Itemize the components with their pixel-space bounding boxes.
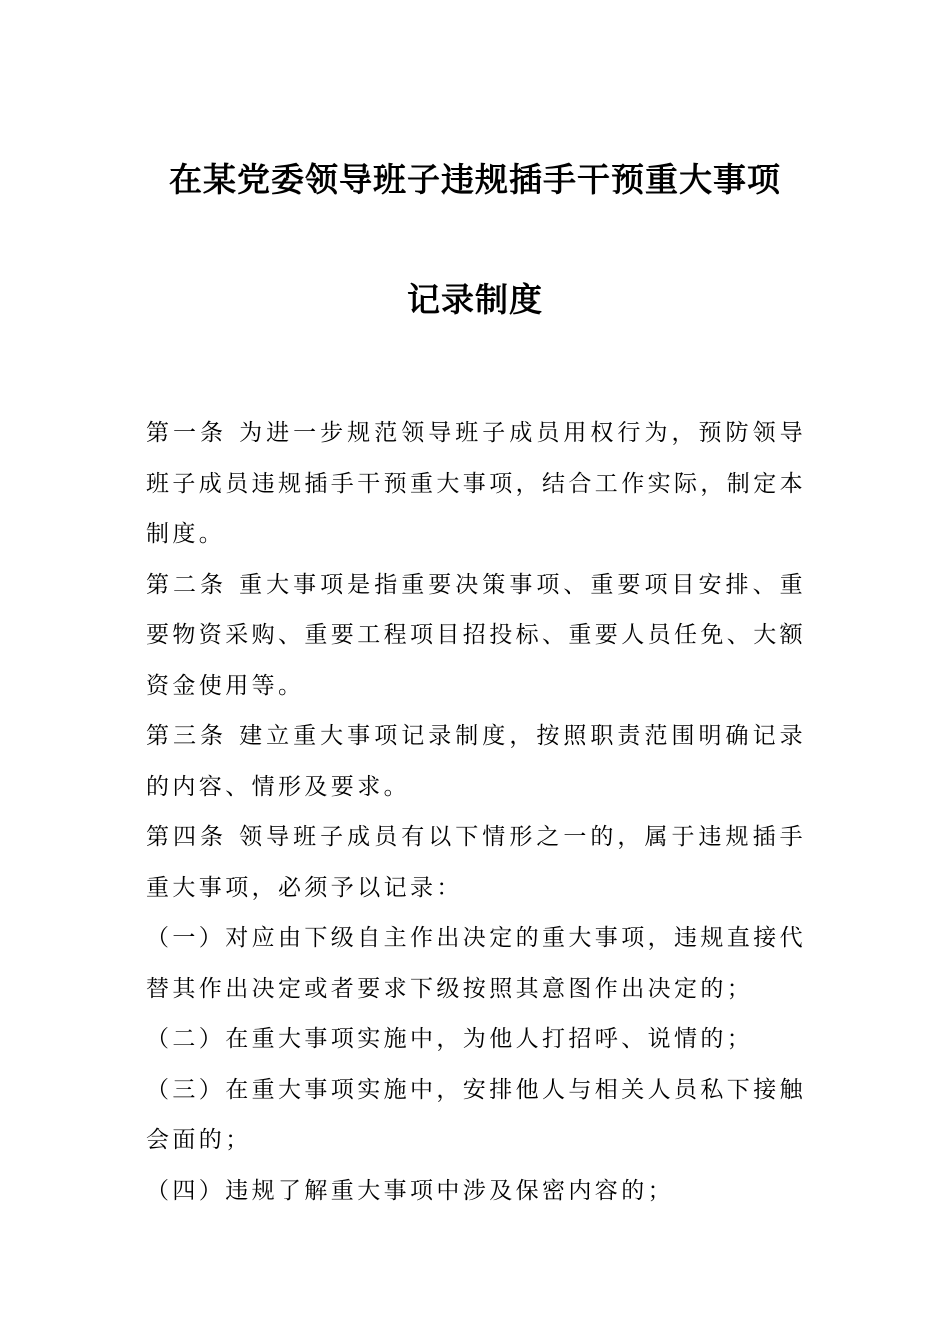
list-item-4: （四）违规了解重大事项中涉及保密内容的； bbox=[146, 1177, 674, 1204]
article-3 bbox=[146, 711, 806, 812]
article-label: 第二条 bbox=[146, 571, 228, 598]
article-4 bbox=[146, 812, 806, 913]
article-text: 重大事项是指重要决策事项、重要项目安排、重要物资采购、重要工程项目招投标、重要人员任免、大额资金使用等。 bbox=[146, 571, 806, 699]
article-2 bbox=[146, 560, 806, 712]
document-title-line-1: 在某党委领导班子违规插手干预重大事项 bbox=[169, 160, 781, 199]
article-label: 第三条 bbox=[146, 723, 228, 749]
article-1 bbox=[146, 408, 806, 560]
list-item-3: （三）在重大事项实施中，安排他人与相关人员私下接触会面的； bbox=[146, 1076, 806, 1153]
article-text: 建立重大事项记录制度，按照职责范围明确记录的内容、情形及要求。 bbox=[146, 723, 806, 800]
document-title-line-2: 记录制度 bbox=[407, 280, 543, 319]
article-label: 第一条 bbox=[146, 420, 228, 446]
article-text: 为进一步规范领导班子成员用权行为，预防领导班子成员违规插手干预重大事项，结合工作实际，制定本制度。 bbox=[146, 420, 806, 547]
document-body bbox=[146, 408, 806, 1216]
article-text: 领导班子成员有以下情形之一的，属于违规插手重大事项，必须予以记录： bbox=[146, 824, 806, 901]
list-item-1: （一）对应由下级自主作出决定的重大事项，违规直接代替其作出决定或者要求下级按照其意图作出决定的； bbox=[146, 925, 806, 1002]
list-item-2: （二）在重大事项实施中，为他人打招呼、说情的； bbox=[146, 1026, 754, 1052]
article-label: 第四条 bbox=[146, 824, 228, 850]
